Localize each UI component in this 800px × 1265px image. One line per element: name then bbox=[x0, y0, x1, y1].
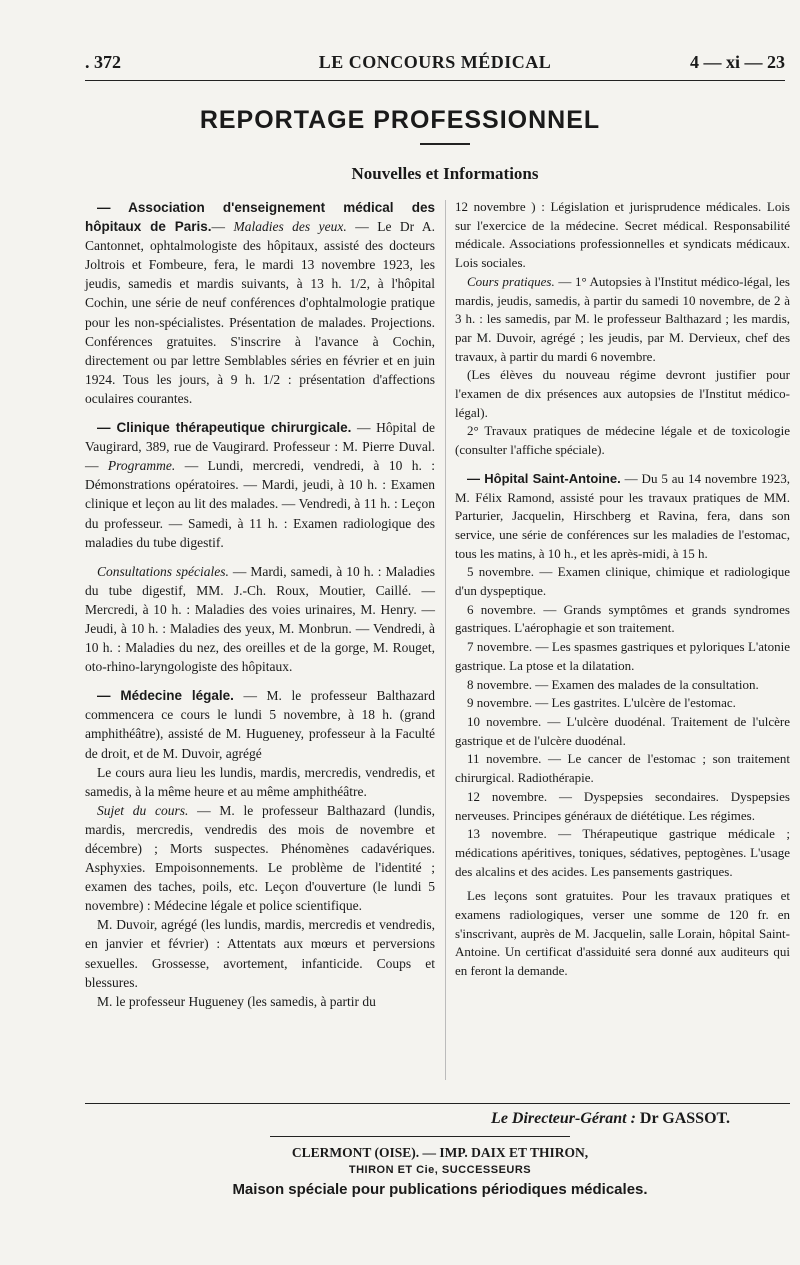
title-ornament bbox=[420, 143, 470, 145]
printer-tagline: Maison spéciale pour publications périodiques médicales. bbox=[232, 1181, 648, 1198]
page-number: . 372 bbox=[85, 52, 121, 72]
consultations-paragraph: Consultations spéciales. — Mardi, samedi, à 10 h. : Maladies du tube digestif, MM. J.-Ch. Roux, Moutier, Caillé. — Mercredi, à 10 h. : Maladies des voies urinaires, M. Henry. — Jeudi, à 10 h. : Maladies des yeux, M. Monbrun. — Vendredi, à 10 h. : Maladies du nez, des oreilles et de la gorge, M. Rouget, oto-rhino-laryngologiste des hôpitaux. bbox=[85, 563, 436, 675]
session-item: 12 novembre. — Dyspepsies secondaires. Dyspepsies nerveuses. Principes généraux de diététique. Les régimes. bbox=[455, 788, 790, 823]
session-item: 13 novembre. — Thérapeutique gastrique médicale ; médications apéritives, toniques, sédatives, peptogènes. L'usage des alcalins et des acides. Les pansements gastriques. bbox=[455, 826, 790, 879]
right-column bbox=[455, 198, 790, 981]
session-item: 11 novembre. — Le cancer de l'estomac ; son traitement chirurgical. Radiothérapie. bbox=[455, 751, 790, 786]
paragraph: Les leçons sont gratuites. Pour les travaux pratiques et examens radiologiques, verser une somme de 120 fr. en s'inscrivant, auprès de M. Jacquelin, salle Lorain, hôpital Saint-Antoine. Un certificat d'assiduité sera donné aux auditeurs qui en feront la demande. bbox=[455, 888, 790, 979]
sujet-paragraph: Sujet du cours. — M. le professeur Balthazard (lundis, mardis, mercredis, vendredis des mois de novembre et décembre) ; Morts suspectes. Phénomènes cadavériques. Asphyxies. Empoisonnements. Le problème de l'identité ; examen des taches, poils, etc. Leçon d'ouverture (le lundi 5 novembre) : Médecine légale et police scientifique. bbox=[85, 802, 436, 914]
director-signature: Le Directeur-Gérant : Dr GASSOT. bbox=[491, 1110, 730, 1127]
printer-line: THIRON ET Cie, SUCCESSEURS bbox=[348, 1164, 532, 1176]
session-item: 9 novembre. — Les gastrites. L'ulcère de l'estomac. bbox=[467, 695, 736, 711]
journal-title: LE CONCOURS MÉDICAL bbox=[318, 52, 552, 72]
paragraph: M. Duvoir, agrégé (les lundis, mardis, mercredis et vendredis, en janvier et février) : Attentats aux mœurs et perversions sexuelles. Grossesse, avortement, infanticide. Coups et blessures. bbox=[85, 917, 435, 990]
article-heading: — Clinique thérapeutique chirurgicale. bbox=[97, 420, 352, 436]
issue-date: 4 — xi — 23 bbox=[689, 52, 785, 72]
article-association: — Association d'enseignement médical des hôpitaux de Paris.— Maladies des yeux. — Le Dr A. Cantonnet, ophtalmologiste des hôpitaux, assisté des docteurs Joltrois et Fombeure, fera, le mardi 13 novembre 1923, les jeudis, samedis et mardis suivants, à 13 h. 1/2, à l'hôpital Cochin, une série de neuf conférences d'ophtalmologie pratique pour les non-spécialistes. Présentation de malades. Projections. Conférences gratuites. S'inscrire à l'avance à Cochin, directement ou par lettre Semblables séries en février et en juin 1924. Tous les jours, à 9 h. 1/2 : présentation d'affections oculaires courantes. bbox=[85, 200, 436, 406]
session-item: 10 novembre. — L'ulcère duodénal. Traitement de l'ulcère gastrique et de l'ulcère duodénal. bbox=[455, 713, 790, 748]
paragraph: (Les élèves du nouveau régime devront justifier pour l'examen de dix présences aux autopsies de l'Institut médico-légal). bbox=[455, 367, 790, 420]
article-heading: — Médecine légale. bbox=[97, 688, 234, 704]
column-divider bbox=[445, 200, 446, 1080]
article-heading: — Association d'enseignement médical des hôpitaux de Paris. bbox=[85, 200, 435, 235]
left-column bbox=[85, 198, 435, 1011]
session-item: 7 novembre. — Les spasmes gastriques et pyloriques L'atonie gastrique. La ptose et la dilatation. bbox=[455, 639, 790, 673]
page-header bbox=[85, 52, 785, 76]
section-subtitle: Nouvelles et Informations bbox=[351, 164, 539, 183]
session-item: 5 novembre. — Examen clinique, chimique et radiologique d'un dyspeptique. bbox=[455, 564, 790, 599]
footer-rule bbox=[85, 1103, 790, 1104]
printer-line: CLERMONT (OISE). — IMP. DAIX ET THIRON, bbox=[291, 1145, 589, 1160]
paragraph: 2° Travaux pratiques de médecine légale et de toxicologie (consulter l'affiche spéciale). bbox=[455, 423, 790, 458]
article-body: — Le Dr A. Cantonnet, ophtalmologiste des hôpitaux, assisté des docteurs Joltrois et Fombeure, fera, le mardi 13 novembre 1923, les jeudis, samedis et mardis suivants, à 13 h. 1/2, à l'hôpital Cochin, une série de neuf conférences d'ophtalmologie pratique pour les non-spécialistes. Présentation de malades. Projections. Conférences gratuites. S'inscrire à l'avance à Cochin, directement ou par lettre Semblables séries en février et en juin 1924. Tous les jours, à 9 h. 1/2 : présentation d'affections oculaires courantes. bbox=[85, 219, 436, 406]
session-item: 8 novembre. — Examen des malades de la consultation. bbox=[467, 676, 759, 692]
paragraph: Le cours aura lieu les lundis, mardis, mercredis, vendredis, et samedis, à la même heure et au même amphithéâtre. bbox=[85, 764, 435, 799]
article-hopital: — Hôpital Saint-Antoine. — Du 5 au 14 novembre 1923, M. Félix Ramond, assisté pour les travaux pratiques de MM. Parturier, Jacquelin, Hirschberg et Ravina, fera, dans son service, une série de conférences sur les maladies de l'estomac, tous les matins, à 10 h., et les après-midi, à 15 h. bbox=[455, 470, 791, 561]
cours-paragraph: Cours pratiques. — 1° Autopsies à l'Institut médico-légal, les mardis, jeudis, samedis, à partir du samedi 10 novembre, de 2 à 3 h. : les samedis, par M. le professeur Balthazard ; les mardis, par M. Duvoir, agrégé ; les jeudis, par M. Dervieux, chef des travaux, à partir du mardi 6 novembre. bbox=[455, 273, 790, 364]
article-heading: — Hôpital Saint-Antoine. bbox=[467, 470, 621, 486]
paragraph: 12 novembre ) : Législation et jurisprudence médicales. Lois sur l'exercice de la médecine. Secret médical. Responsabilité médicale. Associations professionnelles et syndicats médicaux. Lois sociales. bbox=[455, 199, 790, 271]
session-item: 6 novembre. — Grands symptômes et grands syndromes gastriques. L'aérophagie et son traitement. bbox=[455, 601, 790, 636]
paragraph: M. le professeur Hugueney (les samedis, à partir du bbox=[97, 993, 376, 1009]
article-medecine-legale: — Médecine légale. — M. le professeur Balthazard commencera ce cours le lundi 5 novembre, à 18 h. (grand amphithéâtre), assisté de M. Hugueney, professeur à la Faculté de droit, et de M. Duvoir, agrégé bbox=[85, 688, 436, 761]
printer-rule bbox=[270, 1136, 570, 1137]
section-title: REPORTAGE PROFESSIONNEL bbox=[199, 106, 601, 134]
article-clinique: — Clinique thérapeutique chirurgicale. — Hôpital de Vaugirard, 389, rue de Vaugirard. Professeur : M. Pierre Duval. — Programme. — Lundi, mercredi, vendredi, à 10 h. : Démonstrations opératoires. — Mardi, jeudi, à 10 h. : Examen clinique et leçon au lit des malades. — Vendredi, à 11 h. : Leçon du professeur. — Samedi, à 11 h. : Examen radiologique des maladies du tube digestif. bbox=[85, 420, 436, 550]
article-subject: Maladies des yeux. bbox=[233, 219, 347, 235]
header-rule bbox=[85, 80, 785, 81]
